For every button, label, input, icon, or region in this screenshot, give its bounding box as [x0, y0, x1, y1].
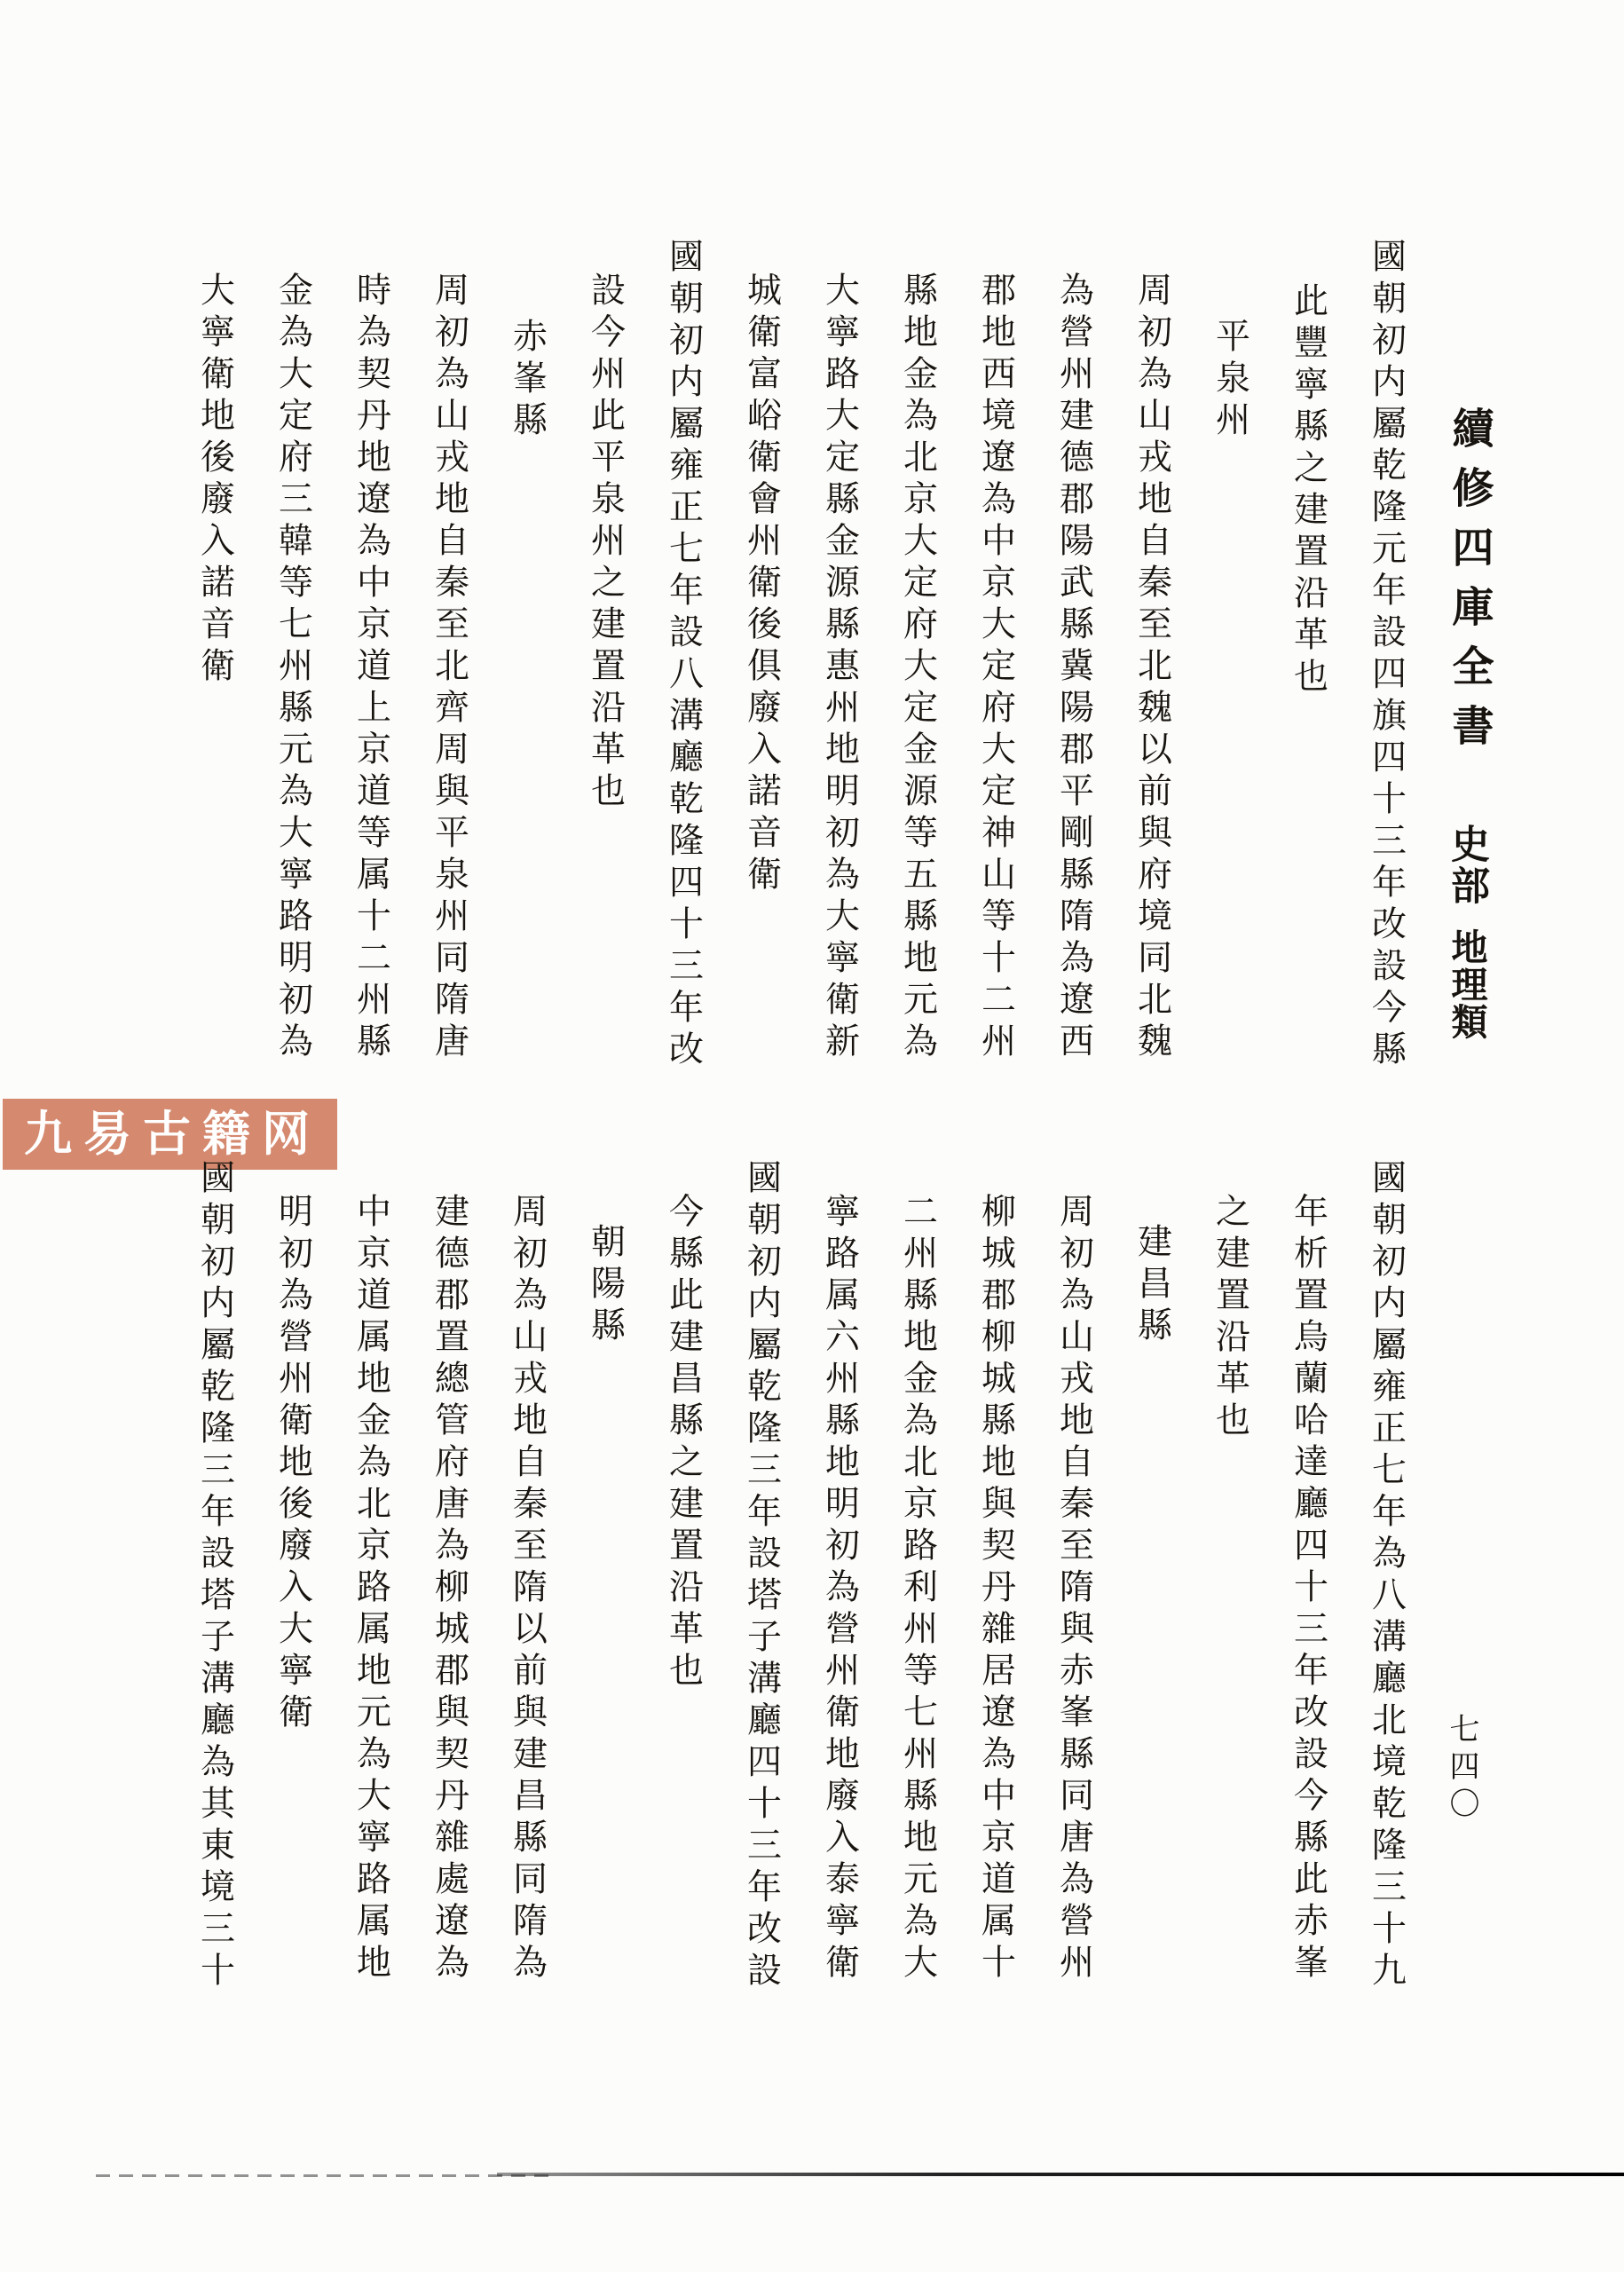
text-column: 金為大定府三韓等七州縣元為大寧路明初為 — [272, 272, 313, 1064]
text-column: 時為契丹地遼為中京道上京道等属十二州縣 — [351, 272, 391, 1064]
text-column: 國朝初内屬乾隆元年設四旗四十三年改設今縣 — [1366, 238, 1407, 1072]
text-column: 國朝初内屬雍正七年為八溝廳北境乾隆三十九 — [1366, 1159, 1407, 1993]
text-column: 縣地金為北京大定府大定金源等五縣地元為 — [897, 272, 938, 1064]
watermark-banner — [3, 1099, 337, 1170]
text-column: 建德郡置總管府唐為柳城郡與契丹雜處遼為 — [429, 1193, 469, 1985]
text-column: 明初為營州衛地後廢入大寧衛 — [272, 1193, 313, 1735]
text-column: 建昌縣 — [1131, 1223, 1172, 1348]
text-column: 平泉州 — [1210, 318, 1250, 443]
text-column: 之建置沿革也 — [1210, 1193, 1250, 1443]
text-column: 今縣此建昌縣之建置沿革也 — [663, 1193, 704, 1693]
text-column: 城衛富峪衛會州衛後俱廢入諾音衛 — [741, 272, 782, 897]
text-column: 柳城郡柳城縣地與契丹雜居遼為中京道属十 — [975, 1193, 1016, 1985]
text-column: 赤峯縣 — [507, 318, 548, 443]
text-column: 朝陽縣 — [585, 1223, 626, 1348]
text-column: 國朝初内屬乾隆三年設塔子溝廳為其東境三十 — [194, 1159, 235, 1993]
text-column: 周初為山戎地自秦至隋與赤峯縣同唐為營州 — [1053, 1193, 1094, 1985]
text-column: 國朝初内屬雍正七年設八溝廳乾隆四十三年改 — [663, 238, 704, 1072]
series-category: 地理類 — [1445, 928, 1488, 1040]
scan-artifact-solid-line — [497, 2173, 1624, 2176]
series-section: 史部 — [1444, 824, 1489, 907]
text-column: 郡地西境遼為中京大定府大定神山等十二州 — [975, 272, 1016, 1064]
text-column: 大寧衛地後廢入諾音衛 — [194, 272, 235, 689]
text-column: 國朝初内屬乾隆三年設塔子溝廳四十三年改設 — [741, 1159, 782, 1993]
text-column: 中京道属地金為北京路属地元為大寧路属地 — [351, 1193, 391, 1985]
text-column: 此豐寧縣之建置沿革也 — [1288, 282, 1328, 699]
text-column: 年析置烏蘭哈達廳四十三年改設今縣此赤峯 — [1288, 1193, 1328, 1985]
scan-artifact-dashed-line — [96, 2174, 557, 2177]
text-column: 大寧路大定縣金源縣惠州地明初為大寧衛新 — [819, 272, 860, 1064]
folio-page-number: 七四〇 — [1444, 1713, 1479, 1825]
text-column: 周初為山戎地自秦至隋以前與建昌縣同隋為 — [507, 1193, 548, 1985]
text-column: 設今州此平泉州之建置沿革也 — [585, 272, 626, 814]
text-column: 寧路属六州縣地明初為營州衛地廢入泰寧衛 — [819, 1193, 860, 1985]
watermark-text: 九易古籍网 — [24, 1106, 321, 1162]
series-title: 續修四庫全書 — [1445, 406, 1494, 763]
text-column: 為營州建德郡陽武縣冀陽郡平剛縣隋為遼西 — [1053, 272, 1094, 1064]
text-column: 周初為山戎地自秦至北齊周與平泉州同隋唐 — [429, 272, 469, 1064]
text-column: 二州縣地金為北京路利州等七州縣地元為大 — [897, 1193, 938, 1985]
text-column: 周初為山戎地自秦至北魏以前與府境同北魏 — [1131, 272, 1172, 1064]
